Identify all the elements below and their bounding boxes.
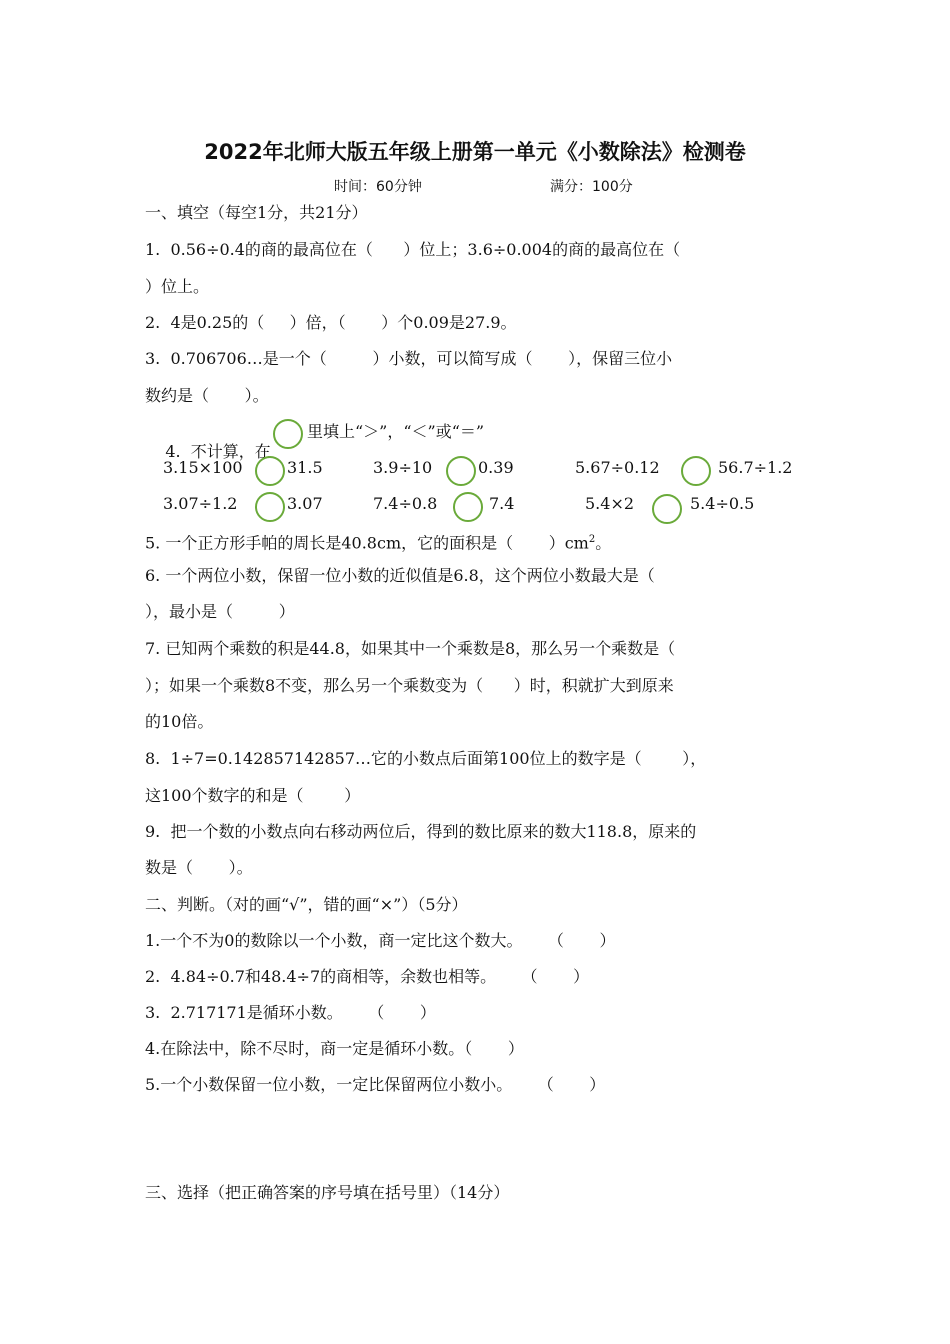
question-5-end: 。 [595,533,612,553]
question-9-line2: 数是（ ）。 [145,858,253,877]
answer-circle[interactable] [652,494,682,524]
compare-left: 5.4×2 [585,494,635,513]
compare-left: 7.4÷0.8 [373,494,438,513]
question-4-intro-a: 4. 不计算，在 [165,442,271,461]
answer-circle[interactable] [255,492,285,522]
question-7-line1: 7. 已知两个乘数的积是44.8，如果其中一个乘数是8，那么另一个乘数是（ [145,639,676,658]
compare-left: 5.67÷0.12 [575,458,660,477]
section3-heading: 三、选择（把正确答案的序号填在括号里）（14分） [145,1183,510,1202]
section1-heading: 一、填空（每空1分，共21分） [145,203,368,222]
section2-heading: 二、判断。（对的画“√”，错的画“×”）（5分） [145,895,468,914]
judge-item: 4.在除法中，除不尽时，商一定是循环小数。（ ） [145,1039,524,1058]
answer-circle[interactable] [446,456,476,486]
question-8-line2: 这100个数字的和是（ ） [145,786,361,805]
compare-right: 0.39 [478,458,514,477]
compare-left: 3.15×100 [163,458,243,477]
judge-item: 5.一个小数保留一位小数，一定比保留两位小数小。 （ ） [145,1075,606,1094]
judge-item: 3. 2.717171是循环小数。 （ ） [145,1003,436,1022]
question-6-line2: ），最小是（ ） [145,602,295,621]
time-limit: 时间：60分钟 [334,179,422,195]
question-3-line1: 3. 0.706706…是一个（ ）小数，可以简写成（ ），保留三位小 [145,349,673,368]
answer-circle[interactable] [255,456,285,486]
compare-right: 31.5 [287,458,323,477]
question-7-line2: ）；如果一个乘数8不变，那么另一个乘数变为（ ）时，积就扩大到原来 [145,676,674,695]
judge-item: 1.一个不为0的数除以一个小数，商一定比这个数大。 （ ） [145,931,616,950]
compare-right: 7.4 [489,494,515,513]
question-5-text: 5. 一个正方形手帕的周长是40.8cm，它的面积是（ ）cm [145,533,589,553]
question-6-line1: 6. 一个两位小数，保留一位小数的近似值是6.8，这个两位小数最大是（ [145,566,655,585]
question-2: 2. 4是0.25的（ ）倍，（ ）个0.09是27.9。 [145,313,517,332]
compare-right: 5.4÷0.5 [690,494,755,513]
compare-right: 56.7÷1.2 [718,458,793,477]
page-title: 2022年北师大版五年级上册第一单元《小数除法》检测卷 [204,140,746,164]
compare-left: 3.07÷1.2 [163,494,238,513]
question-9-line1: 9. 把一个数的小数点向右移动两位后，得到的数比原来的数大118.8，原来的 [145,822,697,841]
answer-circle[interactable] [453,492,483,522]
compare-right: 3.07 [287,494,323,513]
judge-item: 2. 4.84÷0.7和48.4÷7的商相等，余数也相等。 （ ） [145,967,590,986]
full-score: 满分：100分 [550,179,633,195]
question-1-line2: ）位上。 [145,277,210,296]
question-5 [145,530,611,553]
answer-circle[interactable] [273,419,303,449]
squared-superscript: 2 [588,534,596,545]
question-8-line1: 8. 1÷7=0.142857142857…它的小数点后面第100位上的数字是（ ）， [145,749,707,768]
compare-left: 3.9÷10 [373,458,433,477]
question-4-intro-b: 里填上“＞”，“＜”或“＝” [307,422,485,441]
question-1-line1: 1. 0.56÷0.4的商的最高位在（ ）位上；3.6÷0.004的商的最高位在（ [145,240,681,259]
question-3-line2: 数约是（ ）。 [145,386,269,405]
answer-circle[interactable] [681,456,711,486]
question-7-line3: 的10倍。 [145,712,214,731]
